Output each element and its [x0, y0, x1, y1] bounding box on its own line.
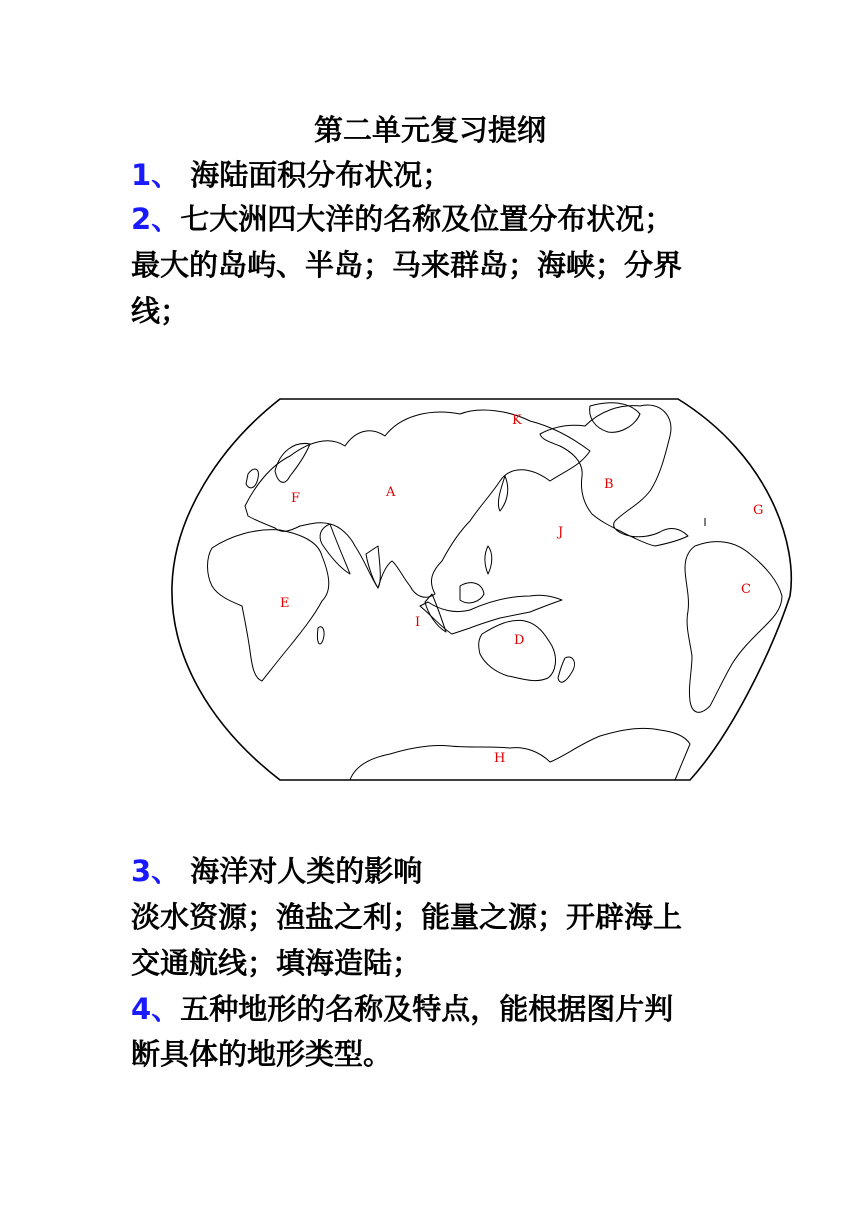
- item-number: 4、: [131, 992, 181, 1026]
- outline-item-2-cont: 最大的岛屿、半岛；马来群岛；海峡；分界: [131, 248, 683, 282]
- label-k: K: [512, 413, 522, 428]
- outline-item-1: [131, 155, 451, 195]
- world-map: [170, 396, 798, 784]
- item-number: 2、: [131, 202, 181, 236]
- item-number: 1、: [131, 158, 181, 192]
- label-b: B: [604, 477, 614, 492]
- label-h: H: [494, 751, 506, 766]
- item-text: 海陆面积分布状况；: [180, 158, 452, 192]
- label-f: F: [291, 491, 301, 506]
- item-number: 3、: [131, 854, 181, 888]
- label-i: I: [415, 615, 421, 630]
- label-c: C: [741, 582, 751, 597]
- outline-item-3-cont: 淡水资源；渔盐之利；能量之源；开辟海上: [131, 900, 683, 934]
- outline-item-4: [131, 989, 673, 1029]
- label-a: A: [386, 485, 396, 500]
- label-j: J: [558, 525, 564, 540]
- page-title: 第二单元复习提纲: [313, 113, 546, 147]
- outline-item-2-cont: 线；: [131, 294, 190, 328]
- label-g: G: [753, 503, 764, 518]
- item-text: 五种地形的名称及特点，能根据图片判: [180, 992, 674, 1026]
- item-text: 七大洲四大洋的名称及位置分布状况；: [180, 202, 674, 236]
- outline-item-3: [131, 851, 422, 891]
- label-e: E: [280, 596, 290, 611]
- outline-item-4-cont: 断具体的地形类型。: [131, 1037, 393, 1071]
- item-text: 海洋对人类的影响: [180, 854, 423, 888]
- label-d: D: [514, 633, 525, 648]
- map-frame: [172, 399, 791, 780]
- outline-item-3-cont: 交通航线；填海造陆；: [131, 946, 422, 980]
- outline-item-2: [131, 199, 673, 239]
